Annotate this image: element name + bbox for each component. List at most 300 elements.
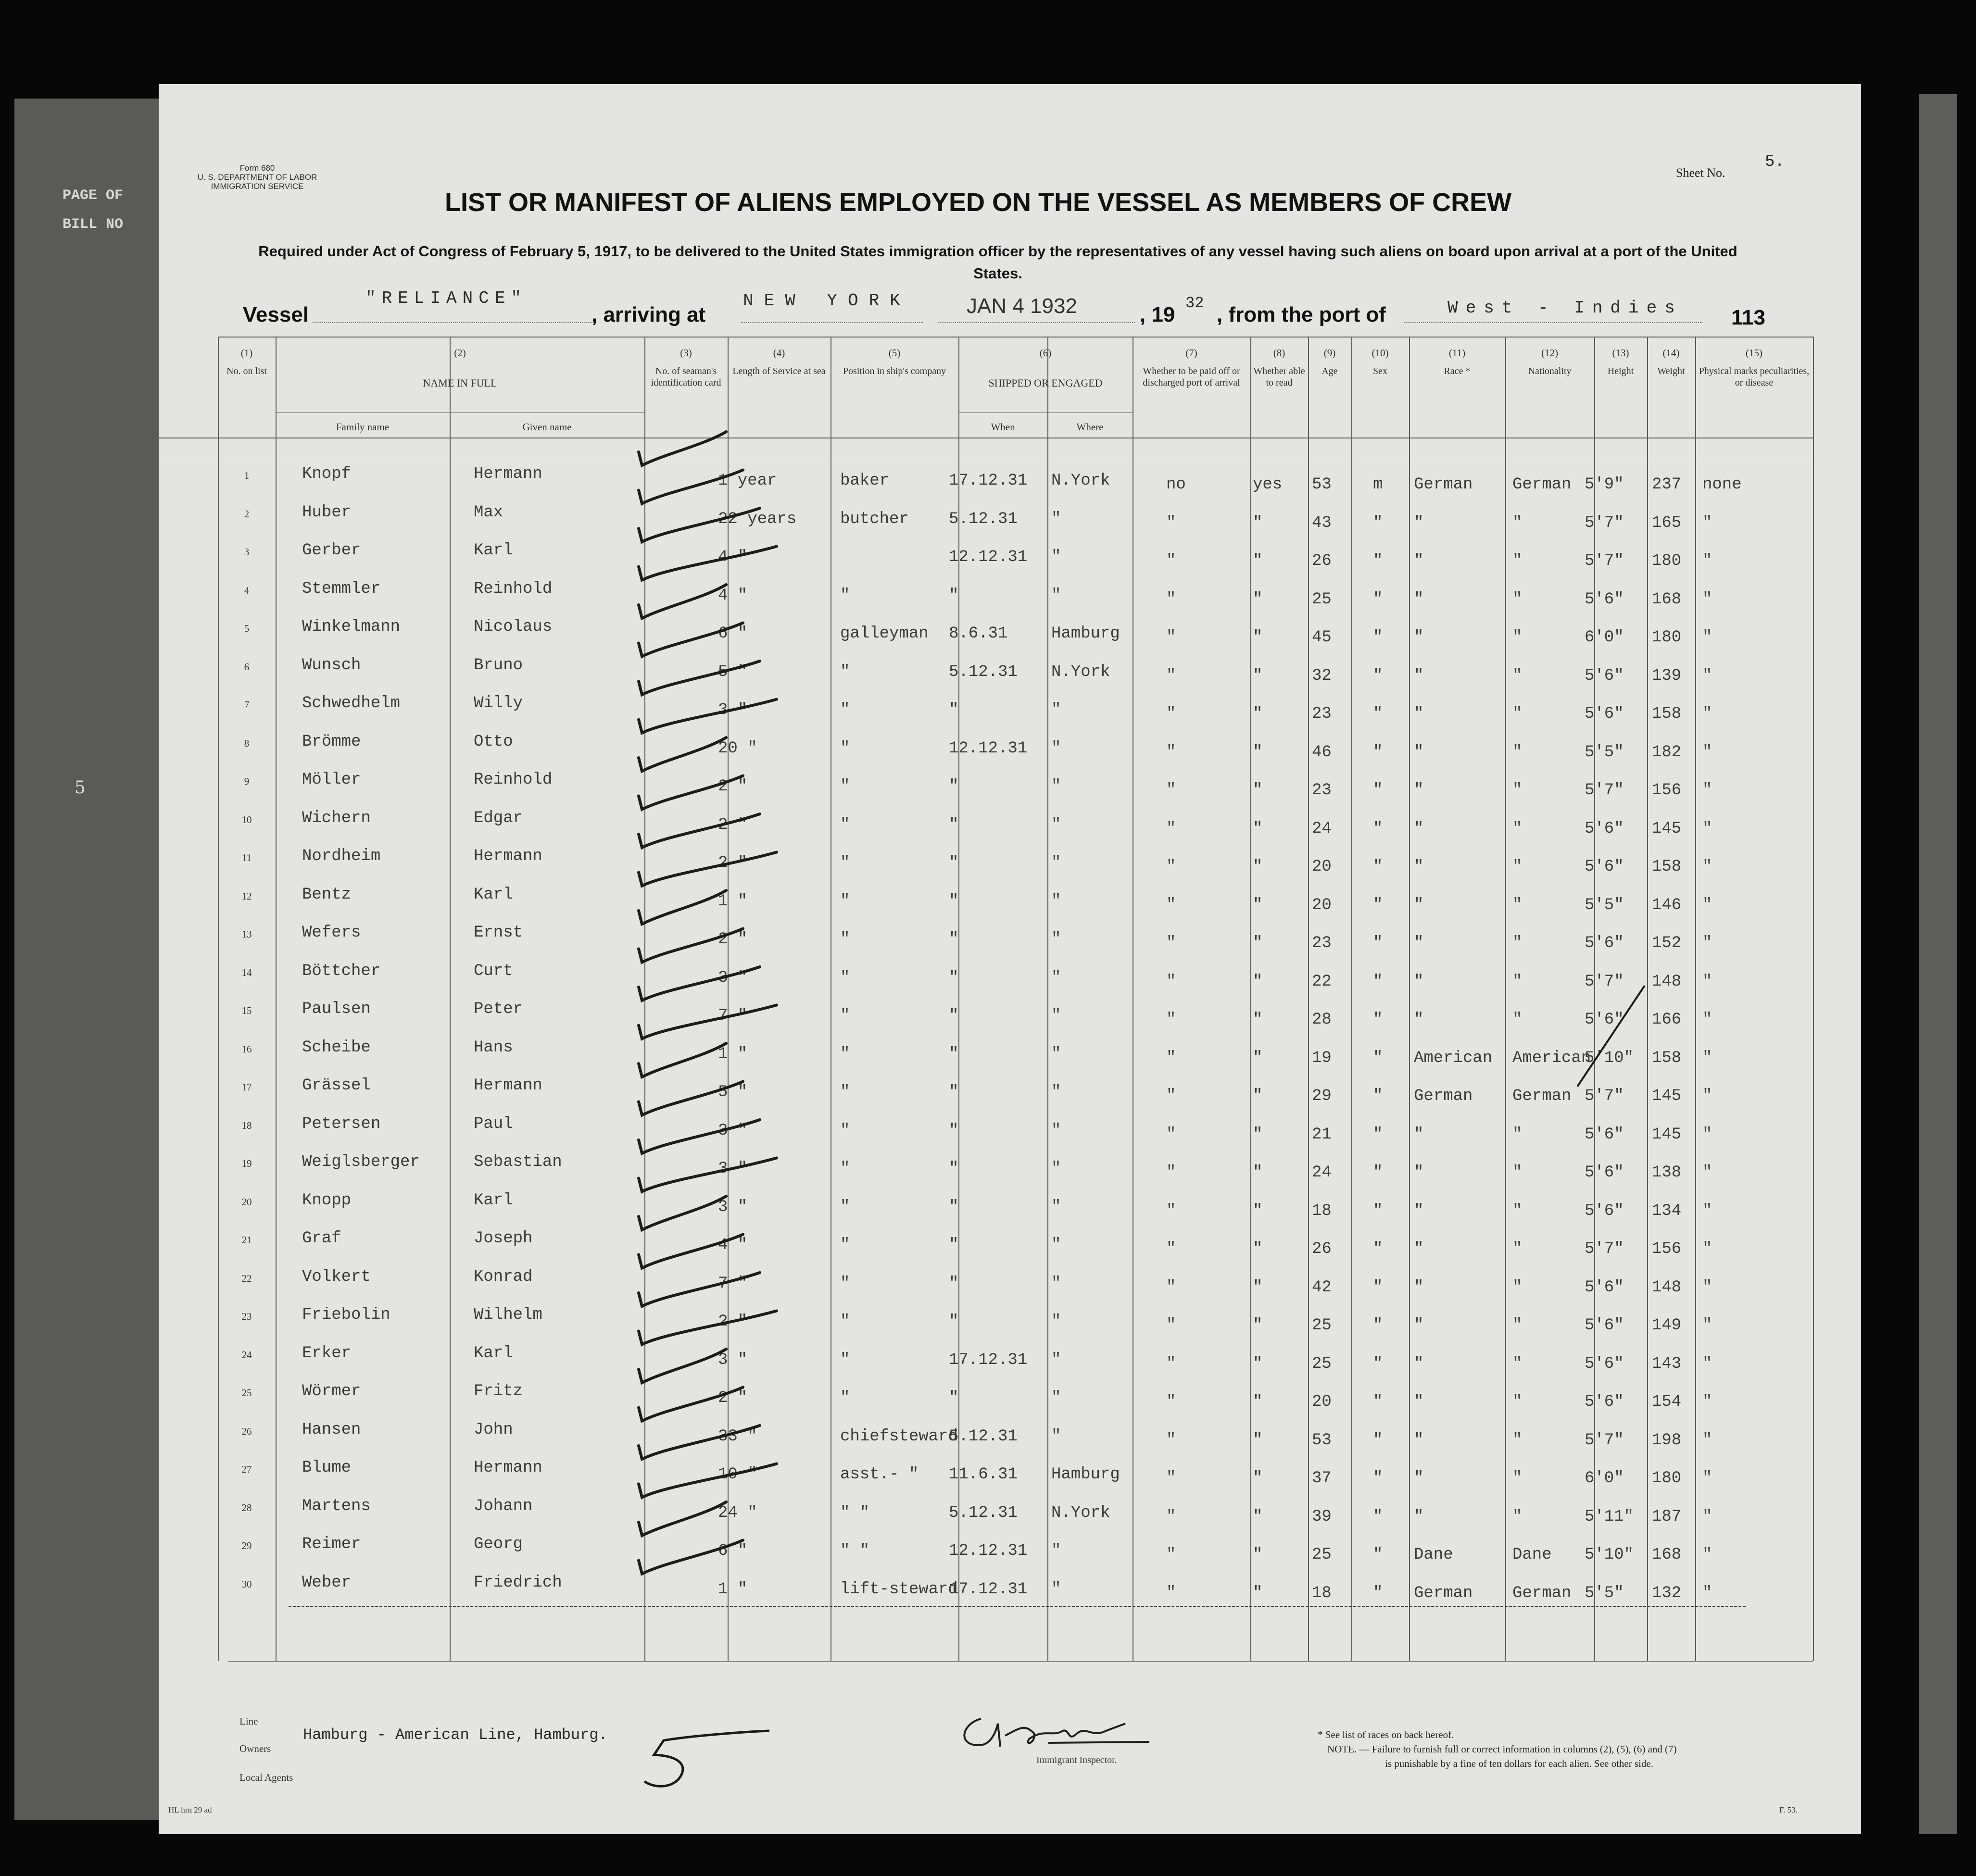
from-dotline [1404,322,1702,323]
race: " [1414,819,1424,838]
race: " [1414,1316,1424,1335]
physical-marks: " [1702,590,1712,609]
age: 37 [1312,1469,1332,1488]
position: " [840,854,850,872]
shipped-where: " [1051,739,1061,758]
physical-marks: " [1702,1278,1712,1297]
height: 5'6" [1585,590,1624,609]
physical-marks: " [1702,743,1712,762]
physical-marks: " [1702,1201,1712,1220]
able-to-read: " [1253,819,1263,838]
given-name: Reinhold [474,579,553,598]
weight: 198 [1652,1431,1682,1450]
shipped-when: 17.12.31 [949,472,1028,490]
sex: " [1373,628,1383,647]
shipped-where: " [1051,1313,1061,1331]
date-dotline [938,322,1135,323]
able-to-read: " [1253,781,1263,800]
row-number: 2 [244,508,250,520]
able-to-read: " [1253,1240,1263,1258]
family-name: Martens [302,1497,371,1515]
able-to-read: " [1253,705,1263,723]
position: " [840,1198,850,1216]
age: 29 [1312,1087,1332,1105]
family-name: Wunsch [302,656,361,675]
name-split-divider [450,413,451,1661]
column-divider [1308,337,1309,1661]
correction-stroke [1573,981,1649,1091]
column-label: Whether to be paid off or discharged port of arrival [1143,366,1240,388]
paid-off: " [1166,1431,1176,1450]
height: 5'6" [1585,1125,1624,1144]
length-of-service: 2 " [718,815,748,834]
weight: 180 [1652,1469,1682,1488]
nationality: " [1512,972,1523,991]
shipped-where: " [1051,1083,1061,1101]
check-mark [639,1235,743,1268]
form-page-code: F. 53. [1779,1805,1798,1814]
position: " [840,892,850,911]
arriving-label: , arriving at [592,303,706,326]
shipped-when: " [949,1389,959,1407]
age: 24 [1312,819,1332,838]
inspector-label: Immigrant Inspector. [1036,1755,1117,1765]
row-number: 19 [241,1158,252,1169]
height: 5'7" [1585,1087,1624,1105]
race: " [1414,666,1424,685]
able-to-read: " [1253,1546,1263,1564]
end-of-list-rule [289,1606,1746,1607]
column-sublabel: Where [1076,421,1104,433]
page-subtitle: Required under Act of Congress of February 5, 1917, to be delivered to the United States immigration officer by the representatives of any vessel having such aliens on board upon arrival at a port of the United States. [258,243,1737,282]
column-divider [1351,337,1352,1661]
rear-sheet-right [1919,94,1957,1834]
check-mark [639,432,726,465]
given-name: Max [474,503,503,522]
race: " [1414,590,1424,609]
height: 5'6" [1585,1201,1624,1220]
sex: " [1373,1546,1383,1564]
height: 5'7" [1585,1431,1624,1450]
length-of-service: 6 " [718,1542,748,1560]
able-to-read: " [1253,1507,1263,1526]
shipped-where: N.York [1051,1503,1110,1522]
nationality: " [1512,1507,1523,1526]
shipped-when: " [949,892,959,911]
shipped-where: " [1051,1045,1061,1063]
physical-marks: " [1702,896,1712,914]
shipped-when: " [949,1160,959,1178]
family-name: Böttcher [302,962,381,980]
able-to-read: " [1253,972,1263,991]
check-mark [639,890,726,924]
column-divider [1409,337,1410,1661]
age: 32 [1312,666,1332,685]
length-of-service: 5 " [718,1083,748,1101]
column-number: (3) [680,347,692,359]
position: " [840,1389,850,1407]
physical-marks: " [1702,1125,1712,1144]
able-to-read: " [1253,552,1263,570]
paid-off: " [1166,1049,1176,1067]
paid-off: " [1166,1584,1176,1602]
shipped-when: 17.12.31 [949,1351,1028,1369]
nationality: " [1512,1163,1523,1182]
length-of-service: 2 " [718,854,748,872]
weight: 168 [1652,590,1682,609]
weight: 148 [1652,1278,1682,1297]
given-name: Reinhold [474,771,553,789]
age: 53 [1312,1431,1332,1450]
line-label: Line [239,1715,258,1727]
check-mark [639,776,743,810]
shipped-when: " [949,586,959,605]
service: IMMIGRATION SERVICE [211,182,304,191]
physical-marks: " [1702,1049,1712,1067]
paid-off: no [1166,475,1186,494]
shipped-where: " [1051,930,1061,949]
check-mark [639,1043,726,1077]
sex: " [1373,1240,1383,1258]
row-number: 15 [241,1005,252,1016]
weight: 156 [1652,781,1682,800]
given-name: Otto [474,732,513,751]
weight: 148 [1652,972,1682,991]
vessel-dotline [313,322,596,323]
row-number: 24 [241,1349,252,1361]
able-to-read: " [1253,1393,1263,1411]
height: 5'9" [1585,475,1624,494]
paid-off: " [1166,972,1176,991]
print-code: HL hrn 29 ad [168,1805,212,1814]
given-name: Hermann [474,847,542,865]
shipped-where: N.York [1051,472,1110,490]
race: " [1414,1469,1424,1488]
table-top-rule [218,337,1813,338]
nationality: " [1512,705,1523,723]
shipped-where: " [1051,1542,1061,1560]
check-mark [639,1082,743,1115]
race: " [1414,1431,1424,1450]
shipped-when: " [949,1083,959,1101]
row-number: 16 [241,1043,252,1055]
shipped-when: " [949,1007,959,1025]
age: 25 [1312,590,1332,609]
manifest-sheet [159,84,1861,1834]
sex: " [1373,1087,1383,1105]
shipped-where: N.York [1051,663,1110,681]
nationality: " [1512,1201,1523,1220]
column-label: NAME IN FULL [423,377,497,389]
sex: " [1373,590,1383,609]
nationality: German [1512,1584,1572,1602]
position: " [840,586,850,605]
row-number: 21 [241,1234,252,1246]
given-name: Ernst [474,924,523,942]
position: " " [840,1542,870,1560]
paid-off: " [1166,666,1176,685]
paid-off: " [1166,628,1176,647]
height: 5'6" [1585,858,1624,876]
shipped-when: 5.12.31 [949,663,1018,681]
age: 45 [1312,628,1332,647]
given-name: Edgar [474,809,523,827]
nationality: " [1512,1011,1523,1029]
family-name: Knopf [302,465,352,483]
sex: " [1373,1431,1383,1450]
family-name: Stemmler [302,579,381,598]
physical-marks: " [1702,1584,1712,1602]
weight: 158 [1652,1049,1682,1067]
given-name: Willy [474,694,523,713]
form-number: Form 680 [239,163,275,173]
position: " [840,739,850,758]
shipped-where: " [1051,1580,1061,1599]
given-name: Hans [474,1038,513,1057]
weight: 154 [1652,1393,1682,1411]
shipped-where: " [1051,586,1061,605]
nationality: " [1512,1278,1523,1297]
column-label: Position in ship's company [843,366,946,376]
column-label: SHIPPED OR ENGAGED [988,377,1103,389]
race: American [1414,1049,1493,1067]
weight: 134 [1652,1201,1682,1220]
penalty-note-1: NOTE. — Failure to furnish full or correct information in columns (2), (5), (6) and (7) [1327,1743,1677,1755]
age: 43 [1312,513,1332,532]
weight: 158 [1652,858,1682,876]
owners-value: Hamburg - American Line, Hamburg. [303,1726,608,1744]
height: 6'0" [1585,1469,1624,1488]
weight: 166 [1652,1011,1682,1029]
paid-off: " [1166,743,1176,762]
age: 24 [1312,1163,1332,1182]
shipped-when: 5.12.31 [949,1427,1018,1446]
position: " [840,815,850,834]
check-mark [639,1158,777,1192]
given-name: Johann [474,1497,533,1515]
family-name: Wichern [302,809,371,827]
position: galleyman [840,625,929,643]
length-of-service: 10 " [718,1465,757,1484]
column-label: Whether able to read [1253,366,1305,388]
shipped-when: 12.12.31 [949,1542,1028,1560]
height: 5'6" [1585,1393,1624,1411]
age: 25 [1312,1316,1332,1335]
physical-marks: " [1702,705,1712,723]
nationality: " [1512,1316,1523,1335]
race: German [1414,1087,1473,1105]
position: " [840,1236,850,1254]
from-port: West - Indies [1447,298,1683,318]
row-number: 10 [241,813,252,825]
race: " [1414,552,1424,570]
sex: " [1373,781,1383,800]
shipped-when: " [949,1045,959,1063]
age: 18 [1312,1584,1332,1602]
row-number: 4 [244,584,250,596]
family-name: Weiglsberger [302,1153,420,1171]
sex: " [1373,896,1383,914]
nationality: German [1512,1087,1572,1105]
family-name: Paulsen [302,1000,371,1018]
family-name: Friebolin [302,1306,390,1324]
shipped-where: " [1051,1160,1061,1178]
family-name: Graf [302,1229,341,1248]
paid-off: " [1166,1316,1176,1335]
column-number: (2) [454,347,466,359]
sex: " [1373,819,1383,838]
sex: " [1373,1201,1383,1220]
race: German [1414,1584,1473,1602]
column-sublabel: Given name [522,421,572,433]
column-label: Race * [1444,366,1471,376]
check-mark [639,1464,777,1498]
paid-off: " [1166,1011,1176,1029]
length-of-service: 24 " [718,1503,757,1522]
shipped-where: " [1051,1198,1061,1216]
row-number: 9 [244,775,250,787]
position: baker [840,472,890,490]
race: " [1414,705,1424,723]
height: 5'5" [1585,743,1624,762]
weight: 145 [1652,819,1682,838]
shipped-where: " [1051,1236,1061,1254]
department: U. S. DEPARTMENT OF LABOR [197,173,317,182]
able-to-read: " [1253,628,1263,647]
able-to-read: " [1253,1201,1263,1220]
race: " [1414,896,1424,914]
check-mark [639,738,726,771]
column-label: No. of seaman's identification card [651,366,721,388]
check-mark [639,661,760,695]
nationality: " [1512,819,1523,838]
height: 5'7" [1585,552,1624,570]
shipped-where: " [1051,1351,1061,1369]
paid-off: " [1166,1087,1176,1105]
position: " [840,1160,850,1178]
race: " [1414,1201,1424,1220]
length-of-service: 2 " [718,1389,748,1407]
age: 23 [1312,781,1332,800]
shipped-where: " [1051,1427,1061,1446]
weight: 165 [1652,513,1682,532]
length-of-service: 4 " [718,586,748,605]
family-name: Weber [302,1573,352,1592]
row-number: 27 [241,1463,252,1475]
height: 5'10" [1585,1049,1634,1067]
family-name: Reimer [302,1535,361,1553]
physical-marks: " [1702,1546,1712,1564]
column-divider [276,337,277,1661]
nationality: " [1512,858,1523,876]
check-mark [639,547,777,580]
able-to-read: " [1253,513,1263,532]
nationality: " [1512,781,1523,800]
height: 5'6" [1585,1163,1624,1182]
length-of-service: 4 " [718,548,748,566]
given-name: Joseph [474,1229,533,1248]
position: butcher [840,510,909,528]
nationality: " [1512,628,1523,647]
shipped-when: 12.12.31 [949,548,1028,566]
row-number: 30 [241,1578,252,1590]
height: 5'5" [1585,896,1624,914]
column-label: No. on list [227,366,267,376]
nationality: " [1512,590,1523,609]
able-to-read: " [1253,1278,1263,1297]
row-number: 23 [241,1311,252,1322]
sex: m [1373,475,1383,494]
column-divider [218,337,219,1661]
family-name: Hansen [302,1420,361,1439]
check-marks [625,423,837,1625]
race: " [1414,743,1424,762]
paid-off: " [1166,1393,1176,1411]
shipped-when: " [949,815,959,834]
weight: 132 [1652,1584,1682,1602]
column-number: (6) [1039,347,1052,359]
shipped-when: " [949,930,959,949]
paid-off: " [1166,590,1176,609]
given-name: Karl [474,1344,513,1363]
height: 5'7" [1585,513,1624,532]
position: " [840,1351,850,1369]
able-to-read: " [1253,896,1263,914]
port-dotline [741,322,923,323]
length-of-service: 5 " [718,663,748,681]
shipped-when: " [949,701,959,719]
paid-off: " [1166,934,1176,952]
race: " [1414,513,1424,532]
given-name: John [474,1420,513,1439]
length-of-service: 33 " [718,1427,757,1446]
height: 5'6" [1585,705,1624,723]
race: Dane [1414,1546,1453,1564]
race: " [1414,1507,1424,1526]
column-label: Sex [1373,366,1387,376]
length-of-service: 2 " [718,1313,748,1331]
sex: " [1373,1469,1383,1488]
physical-marks: " [1702,1469,1712,1488]
vessel-name: "RELIANCE" [365,288,528,308]
weight: 143 [1652,1354,1682,1373]
row-number: 6 [244,661,250,673]
column-number: (1) [240,347,253,359]
shipped-when: " [949,777,959,796]
height: 5'6" [1585,1278,1624,1297]
position: asst.- " [840,1465,919,1484]
weight: 138 [1652,1163,1682,1182]
nationality: " [1512,896,1523,914]
paid-off: " [1166,858,1176,876]
nationality: " [1512,743,1523,762]
age: 39 [1312,1507,1332,1526]
row-number: 17 [241,1081,252,1093]
paid-off: " [1166,552,1176,570]
shipped-when: 12.12.31 [949,739,1028,758]
family-name: Erker [302,1344,352,1363]
shipped-where: Hamburg [1051,625,1120,643]
paid-off: " [1166,896,1176,914]
row-number: 29 [241,1540,252,1551]
length-of-service: 3 " [718,1351,748,1369]
column-label: Height [1607,366,1634,376]
column-label: Length of Service at sea [732,366,826,376]
paid-off: " [1166,1201,1176,1220]
length-of-service: 6 " [718,625,748,643]
physical-marks: " [1702,972,1712,991]
column-divider [958,337,959,1661]
